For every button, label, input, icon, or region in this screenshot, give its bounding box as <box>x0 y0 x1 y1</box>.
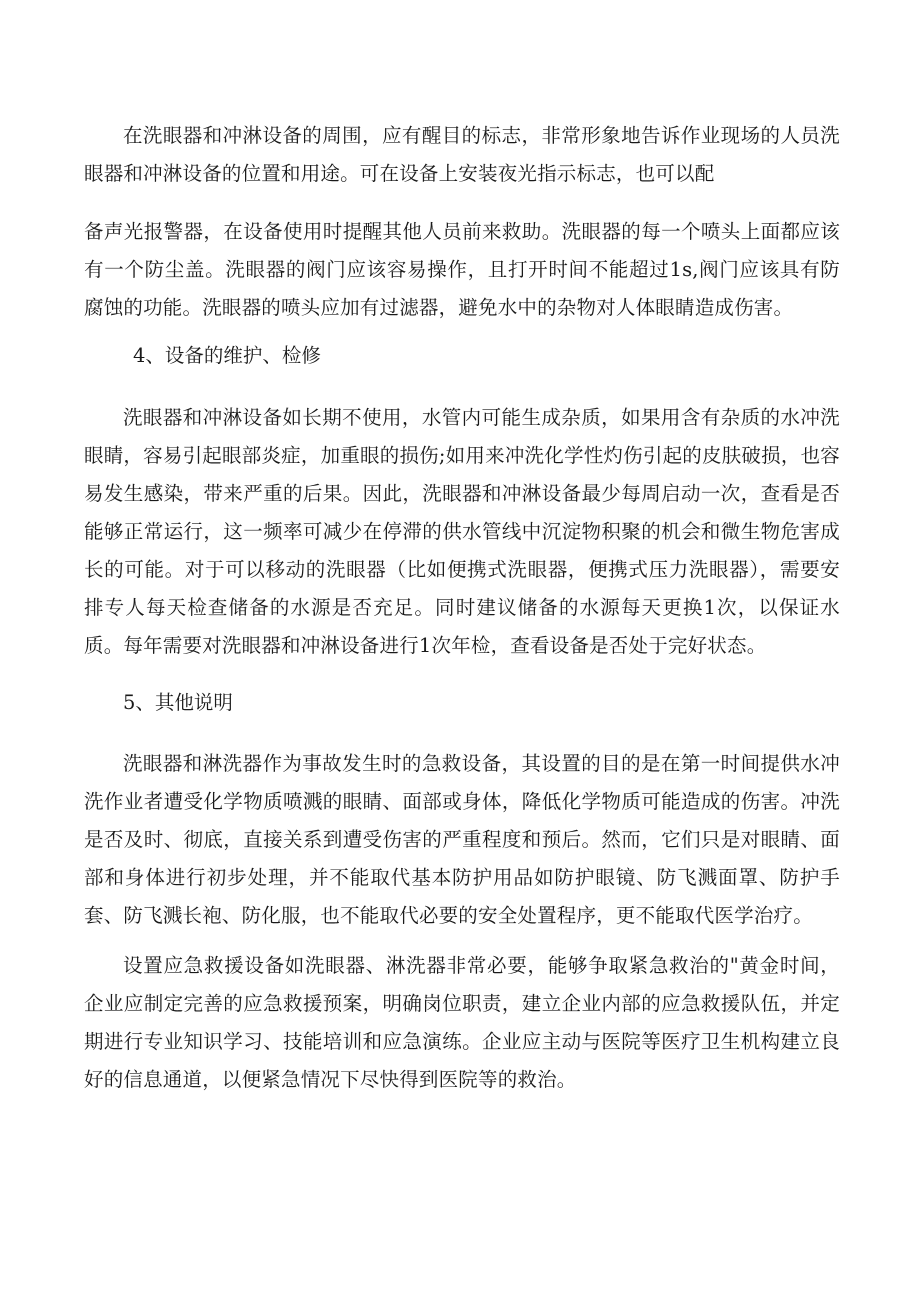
paragraph-eyewash-signage: 在洗眼器和冲淋设备的周围，应有醒目的标志，非常形象地告诉作业现场的人员洗眼器和冲淋设备的位置和用途。可在设备上安装夜光指示标志，也可以配 <box>84 124 840 185</box>
paragraph-emergency-plan: 设置应急救援设备如洗眼器、淋洗器非常必要，能够争取紧急救治的"黄金时间，企业应制定完善的应急救援预案，明确岗位职责，建立企业内部的应急救援队伍，并定期进行专业知识学习、技能培训和应急演练。企业应主动与医院等医疗卫生机构建立良好的信息通道，以便紧急情况下尽快得到医院等的救治。 <box>84 954 840 1091</box>
section-heading-other-notes: 5、其他说明 <box>123 691 233 714</box>
paragraph-eyewash-alarm: 备声光报警器，在设备使用时提醒其他人员前来救助。洗眼器的每一个喷头上面都应该有一个防尘盖。洗眼器的阀门应该容易操作，且打开时间不能超过1s,阀门应该具有防腐蚀的功能。洗眼器的喷头应加有过滤器，避免水中的杂物对人体眼睛造成伤害。 <box>84 220 840 319</box>
section-heading-maintenance: 4、设备的维护、检修 <box>133 344 321 367</box>
paragraph-maintenance: 洗眼器和冲淋设备如长期不使用，水管内可能生成杂质，如果用含有杂质的水冲洗眼睛，容易引起眼部炎症，加重眼的损伤;如用来冲洗化学性灼伤引起的皮肤破损，也容易发生感染，带来严重的后果。因此，洗眼器和冲淋设备最少每周启动一次，查看是否能够正常运行，这一频率可减少在停滞的供水管线中沉淀物积聚的机会和微生物危害成长的可能。对于可以移动的洗眼器（比如便携式洗眼器，便携式压力洗眼器），需要安排专人每天检查储备的水源是否充足。同时建议储备的水源每天更换1次，以保证水质。每年需要对洗眼器和冲淋设备进行1次年检，查看设备是否处于完好状态。 <box>84 406 840 657</box>
paragraph-emergency-purpose: 洗眼器和淋洗器作为事故发生时的急救设备，其设置的目的是在第一时间提供水冲洗作业者遭受化学物质喷溅的眼睛、面部或身体，降低化学物质可能造成的伤害。冲洗是否及时、彻底，直接关系到遭受伤害的严重程度和预后。然而，它们只是对眼睛、面部和身体进行初步处理，并不能取代基本防护用品如防护眼镜、防飞溅面罩、防护手套、防飞溅长袍、防化服，也不能取代必要的安全处置程序，更不能取代医学治疗。 <box>84 752 840 927</box>
